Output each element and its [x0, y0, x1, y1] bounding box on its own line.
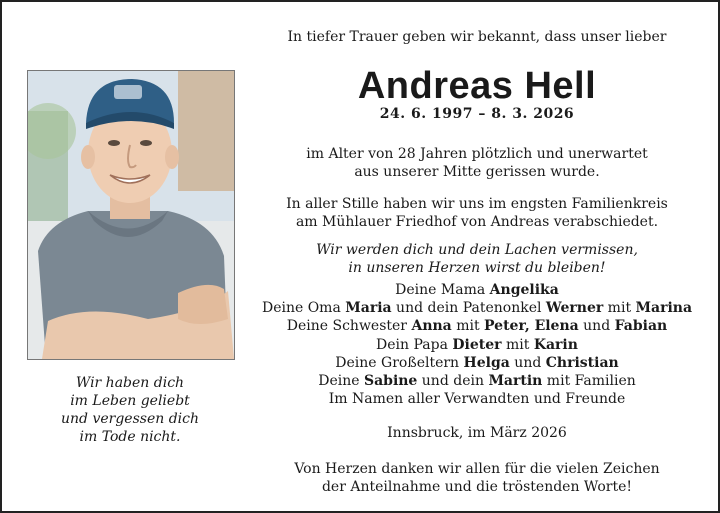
mourner-line: [242, 299, 712, 317]
mourner-name: Werner: [545, 300, 604, 317]
mourner-text: mit: [451, 318, 485, 335]
intro-line: In tiefer Trauer geben wir bekannt, dass unser lieber: [287, 29, 667, 45]
mourner-text: Deine Schwester: [286, 318, 412, 335]
mourner-text: Deine: [318, 373, 364, 390]
mourner-name: Peter, Elena: [484, 318, 579, 335]
mourner-text: und: [578, 318, 615, 335]
mourner-line: [242, 317, 712, 335]
age-line: im Alter von 28 Jahren plötzlich und unerwartet: [306, 146, 648, 162]
mourner-name: Dieter: [452, 336, 502, 353]
place-date: Innsbruck, im März 2026: [387, 425, 567, 442]
verse-line: und vergessen dich: [61, 411, 199, 427]
mourner-name: Martin: [488, 373, 543, 390]
farewell-line: am Mühlauer Friedhof von Andreas verabschiedet.: [295, 214, 659, 230]
thanks-line: der Anteilnahme und die tröstenden Worte!: [321, 479, 633, 496]
mourner-text: und dein Patenonkel: [391, 300, 546, 317]
quote-line: Wir werden dich und dein Lachen vermissen,: [316, 242, 638, 258]
memorial-verse: [32, 374, 228, 446]
thanks: [242, 460, 712, 496]
notice-text: [242, 28, 712, 496]
thanks-line: Von Herzen danken wir allen für die vielen Zeichen: [294, 461, 660, 478]
verse-line: im Leben geliebt: [70, 393, 190, 409]
mourner-text: Deine Mama: [395, 282, 490, 298]
mourner-name: Sabine: [363, 373, 418, 390]
mourner-text: mit: [603, 300, 636, 317]
mourner-line: [242, 336, 712, 354]
mourner-line: [242, 354, 712, 372]
portrait-illustration: [28, 71, 234, 359]
mourner-name: Karin: [533, 336, 578, 353]
mourner-text: Deine Großeltern: [335, 354, 464, 371]
mourner-name: Christian: [545, 354, 619, 371]
mourner-text: Im Namen aller Verwandten und Freunde: [328, 391, 626, 408]
mourner-name: Fabian: [614, 318, 668, 335]
mourner-text: Dein Papa: [376, 336, 453, 353]
farewell-statement: [242, 195, 712, 231]
mourner-name: Helga: [463, 354, 510, 371]
portrait-photo: [27, 70, 235, 360]
mourner-line: [242, 390, 712, 408]
farewell-line: In aller Stille haben wir uns im engsten Familienkreis: [286, 196, 668, 212]
age-line: aus unserer Mitte gerissen wurde.: [354, 164, 600, 180]
verse-line: Wir haben dich: [75, 375, 185, 391]
verse-line: im Tode nicht.: [79, 429, 181, 445]
mourner-text: mit: [501, 336, 534, 353]
age-statement: [242, 145, 712, 181]
mourner-line: [242, 281, 712, 299]
mourner-text: mit Familien: [542, 373, 636, 390]
life-dates: 24. 6. 1997 – 8. 3. 2026: [379, 106, 575, 122]
mourner-text: Deine Oma: [261, 300, 346, 317]
quote-line: in unseren Herzen wirst du bleiben!: [348, 260, 606, 276]
mourner-text: und: [509, 354, 546, 371]
mourner-line: [242, 372, 712, 390]
mourner-name: Angelika: [489, 282, 559, 298]
mourner-name: Marina: [635, 300, 693, 317]
mourner-name: Maria: [345, 300, 392, 317]
mourner-name: Anna: [411, 318, 452, 335]
quote: [242, 241, 712, 277]
deceased-name: Andreas Hell: [357, 65, 597, 107]
mourner-text: und dein: [417, 373, 489, 390]
mourners-list: [242, 281, 712, 408]
